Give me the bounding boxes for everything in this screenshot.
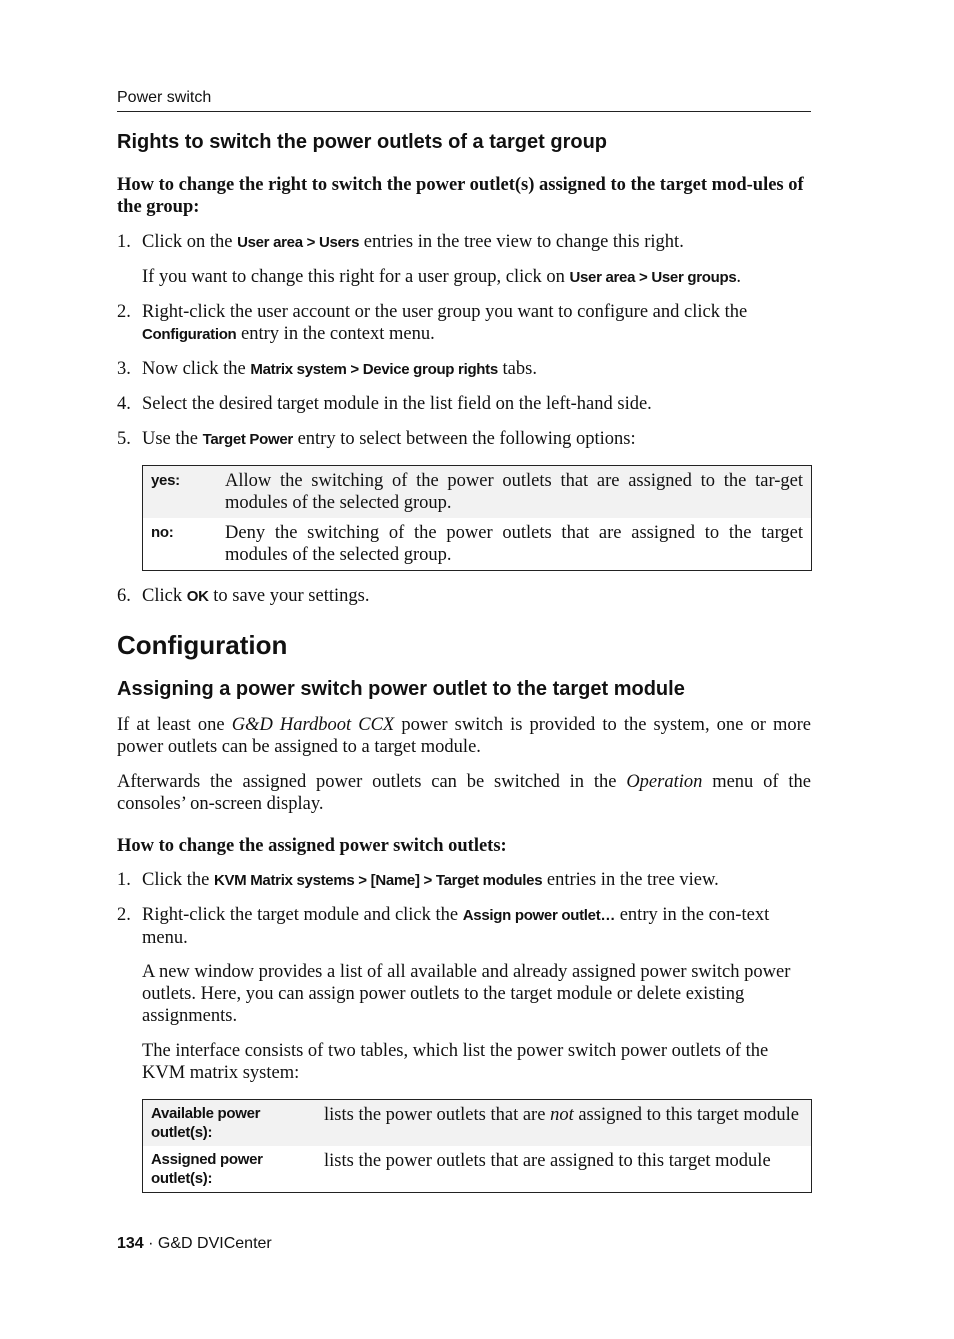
- paragraph-new-window: A new window provides a list of all available and already assigned power switch power outlets. Here, you can assign power outlets to the target module or delete existing assignments.: [142, 962, 791, 1026]
- paragraph-intro: [117, 714, 811, 758]
- footer-separator: ·: [143, 1235, 158, 1252]
- subsection-heading-assigning: Assigning a power switch power outlet to the target module: [117, 678, 685, 700]
- section-heading-rights: Rights to switch the power outlets of a target group: [117, 131, 608, 153]
- step-text: entry in the con-text menu.: [142, 905, 770, 948]
- howto-rights: How to change the right to switch the power outlet(s) assigned to the target mod-ules of the group:: [117, 175, 804, 217]
- paragraph-interface: The interface consists of two tables, which list the power switch power outlets of the KVM matrix system:: [142, 1041, 769, 1083]
- ui-path: Matrix system > Device group rights: [250, 361, 498, 378]
- step-text: entries in the tree view to change this right.: [359, 232, 684, 252]
- table-key: Assigned power outlet(s):: [151, 1151, 263, 1187]
- footer-title: G&D DVICenter: [157, 1235, 272, 1252]
- menu-name: Operation: [626, 772, 703, 792]
- description-text: assigned to this target module: [573, 1105, 799, 1125]
- option-description: Deny the switching of the power outlets that are assigned to the target modules of the selected group.: [225, 523, 803, 565]
- ui-path: KVM Matrix systems > [Name] > Target modules: [213, 872, 543, 889]
- step-text: Now click the: [142, 359, 251, 379]
- ui-path: Target Power: [202, 431, 293, 448]
- step-number: 1.: [117, 232, 131, 252]
- step-number: 3.: [117, 359, 131, 379]
- step-text: Right-click the target module and click the: [142, 905, 463, 925]
- paragraph-afterwards: [117, 771, 811, 815]
- page-footer: [117, 1235, 272, 1253]
- options-table: [142, 465, 812, 571]
- step-number: 2.: [117, 302, 131, 322]
- option-key: yes:: [143, 466, 218, 519]
- step-text: entry in the context menu.: [236, 324, 435, 344]
- table-row: [143, 1100, 812, 1147]
- emphasis: not: [550, 1105, 574, 1125]
- option-key: no:: [151, 524, 174, 541]
- table-row: [143, 518, 812, 571]
- paragraph-text: Afterwards the assigned power outlets can be switched in the: [117, 772, 627, 792]
- howto-assign: How to change the assigned power switch outlets:: [117, 836, 507, 856]
- step-number: 1.: [117, 870, 131, 890]
- table-description: lists the power outlets that are assigned to this target module: [324, 1151, 771, 1171]
- step-text: Right-click the user account or the user group you want to configure and click the: [142, 302, 748, 322]
- ui-path: Assign power outlet…: [462, 907, 616, 924]
- step-text: Select the desired target module in the list field on the left-hand side.: [142, 394, 652, 414]
- note-text: .: [736, 267, 742, 287]
- paragraph-text: power switch is provided to the system, one or more power outlets can be assigned to a target module.: [117, 715, 811, 757]
- paragraph-text: menu of the consoles’ on-screen display.: [117, 772, 811, 814]
- step-text: tabs.: [497, 359, 537, 379]
- step-text: entry to select between the following options:: [292, 429, 636, 449]
- page-number: 134: [117, 1235, 144, 1252]
- step-text: Use the: [142, 429, 203, 449]
- ui-path: User area > User groups: [569, 269, 737, 286]
- step-number: 4.: [117, 394, 131, 414]
- step-text: Click: [142, 586, 187, 606]
- option-description: Allow the switching of the power outlets that are assigned to the tar-get modules of the selected group.: [217, 466, 812, 519]
- ui-path: User area > Users: [237, 234, 360, 251]
- ui-label: OK: [186, 588, 209, 605]
- description-text: lists the power outlets that are: [324, 1105, 551, 1125]
- step-text: to save your settings.: [208, 586, 370, 606]
- step-1-note: [142, 266, 811, 289]
- table-row: [143, 1146, 812, 1193]
- note-text: If you want to change this right for a user group, click on: [142, 267, 570, 287]
- running-header: Power switch: [117, 89, 811, 112]
- table-row: [143, 466, 812, 519]
- step-number: 2.: [117, 905, 131, 925]
- paragraph-text: If at least one: [117, 715, 232, 735]
- section-heading-configuration: Configuration: [117, 630, 288, 660]
- outlet-tables-table: [142, 1099, 812, 1193]
- ui-path: Configuration: [142, 326, 237, 343]
- step-number: 6.: [117, 586, 131, 606]
- step-text: entries in the tree view.: [542, 870, 719, 890]
- table-description: [316, 1100, 812, 1147]
- step-text: Click on the: [142, 232, 238, 252]
- table-key: Available power outlet(s):: [143, 1100, 317, 1147]
- step-number: 5.: [117, 429, 131, 449]
- step-text: Click the: [142, 870, 214, 890]
- product-name: G&D Hardboot CCX: [231, 715, 395, 735]
